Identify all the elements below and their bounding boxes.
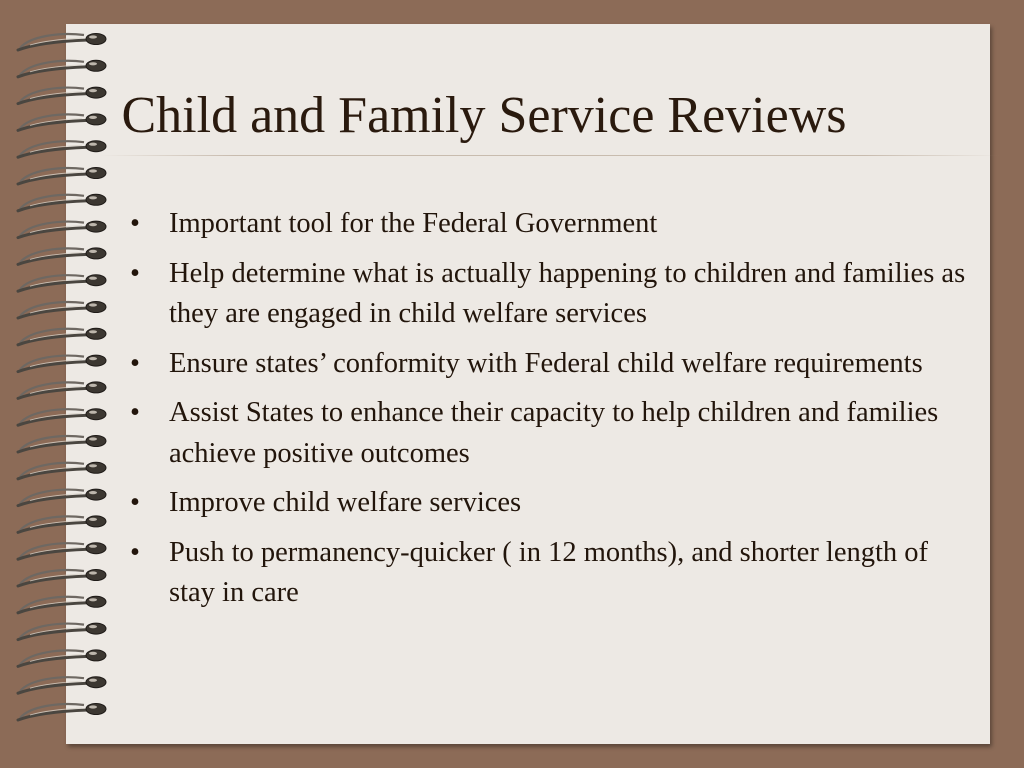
bullet-text: Help determine what is actually happening to children and families as they are engaged in child welfare services bbox=[169, 257, 966, 329]
binding-ring bbox=[18, 355, 106, 372]
bullet-item bbox=[130, 393, 970, 474]
binding-ring bbox=[18, 168, 106, 185]
binding-ring bbox=[18, 382, 106, 399]
bullet-text: Assist States to enhance their capacity to help children and families achieve positive outcomes bbox=[169, 397, 939, 469]
binding-ring bbox=[18, 302, 106, 319]
binding-ring bbox=[18, 436, 106, 453]
binding-ring bbox=[18, 248, 106, 265]
binding-ring bbox=[18, 650, 106, 667]
bullet-text: Important tool for the Federal Government bbox=[169, 208, 658, 239]
binding-ring bbox=[18, 275, 106, 292]
bullet-item bbox=[130, 204, 970, 245]
bullet-text: Ensure states’ conformity with Federal child welfare requirements bbox=[169, 347, 923, 379]
binding-ring bbox=[18, 409, 106, 426]
bullet-item bbox=[130, 533, 970, 614]
bullet-list bbox=[130, 204, 970, 623]
binding-ring bbox=[18, 221, 106, 238]
binding-ring bbox=[18, 34, 106, 51]
binding-ring bbox=[18, 677, 106, 694]
binding-ring bbox=[18, 570, 106, 587]
bullet-dot-icon: • bbox=[130, 347, 140, 379]
slide-title: Child and Family Service Reviews bbox=[121, 87, 847, 144]
binding-ring bbox=[18, 543, 106, 560]
bullet-item bbox=[130, 483, 970, 524]
bullet-dot-icon: • bbox=[130, 536, 140, 568]
bullet-dot-icon: • bbox=[130, 397, 140, 428]
binding-ring bbox=[18, 328, 106, 345]
bullet-text: Push to permanency-quicker ( in 12 months), and shorter length of stay in care bbox=[169, 536, 929, 608]
title-divider bbox=[100, 155, 1000, 156]
bullet-text: Improve child welfare services bbox=[169, 487, 522, 518]
bullet-item bbox=[130, 254, 970, 335]
binding-ring bbox=[18, 60, 106, 77]
bullet-dot-icon: • bbox=[130, 487, 140, 518]
binding-ring bbox=[18, 596, 106, 613]
binding-ring bbox=[18, 141, 106, 158]
binding-ring bbox=[18, 516, 106, 533]
binding-ring bbox=[18, 623, 106, 640]
bullet-dot-icon: • bbox=[130, 257, 140, 289]
bullet-dot-icon: • bbox=[130, 208, 140, 239]
bullet-item bbox=[130, 344, 970, 385]
binding-ring bbox=[18, 194, 106, 211]
binding-ring bbox=[18, 462, 106, 479]
binding-ring bbox=[18, 704, 106, 721]
binding-ring bbox=[18, 489, 106, 506]
